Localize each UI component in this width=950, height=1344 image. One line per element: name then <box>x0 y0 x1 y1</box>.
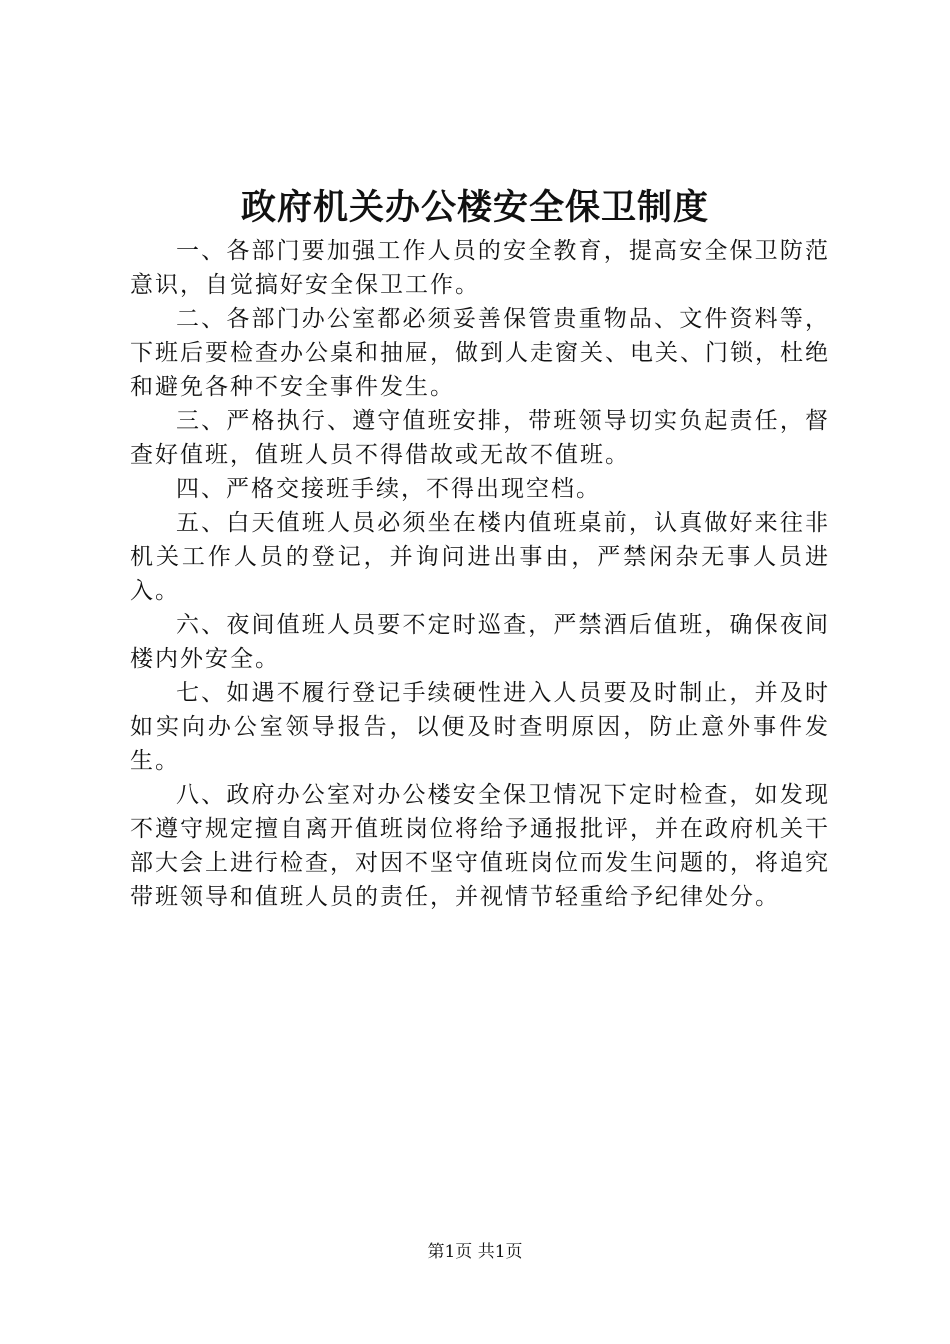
page-footer: 第1页 共1页 <box>427 1242 523 1262</box>
paragraph-4: 四、严格交接班手续，不得出现空档。 <box>176 476 601 502</box>
document-title: 政府机关办公楼安全保卫制度 <box>240 187 709 228</box>
paragraph-5: 五、白天值班人员必须坐在楼内值班桌前，认真做好来往非机关工作人员的登记，并询问进出事由，严禁闲杂无事人员进入。 <box>130 510 830 604</box>
paragraph-2: 二、各部门办公室都必须妥善保管贵重物品、文件资料等，下班后要检查办公桌和抽屉，做到人走窗关、电关、门锁，杜绝和避免各种不安全事件发生。 <box>130 306 830 400</box>
paragraph-6: 六、夜间值班人员要不定时巡查，严禁酒后值班，确保夜间楼内外安全。 <box>130 612 830 672</box>
paragraph-8: 八、政府办公室对办公楼安全保卫情况下定时检查，如发现不遵守规定擅自离开值班岗位将给予通报批评，并在政府机关干部大会上进行检查，对因不坚守值班岗位而发生问题的，将追究带班领导和值班人员的责任，并视情节轻重给予纪律处分。 <box>130 782 830 910</box>
paragraph-3: 三、严格执行、遵守值班安排，带班领导切实负起责任，督查好值班，值班人员不得借故或无故不值班。 <box>130 408 830 468</box>
document-body <box>130 234 830 914</box>
paragraph-1: 一、各部门要加强工作人员的安全教育，提高安全保卫防范意识，自觉搞好安全保卫工作。 <box>130 238 830 298</box>
paragraph-7: 七、如遇不履行登记手续硬性进入人员要及时制止，并及时如实向办公室领导报告，以便及时查明原因，防止意外事件发生。 <box>130 680 830 774</box>
